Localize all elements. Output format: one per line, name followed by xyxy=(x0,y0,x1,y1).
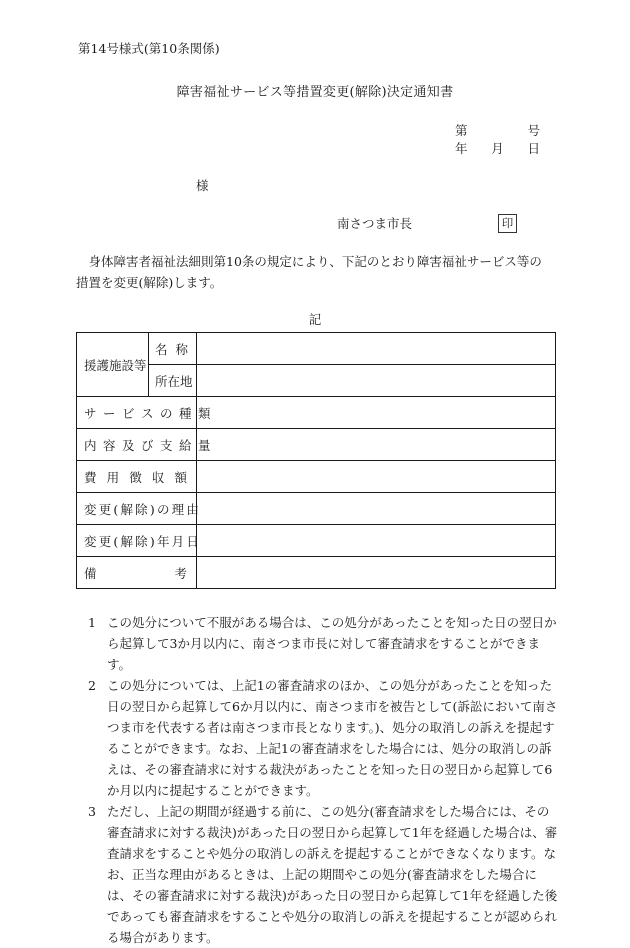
name-label xyxy=(149,333,197,365)
cost-label-char-3: 徴 xyxy=(129,469,142,485)
date-day: 日 xyxy=(527,141,540,156)
table-row xyxy=(77,429,556,461)
change-reason-label: 変更(解除)の理由 xyxy=(77,493,197,525)
remarks-value[interactable] xyxy=(197,557,556,589)
document-title: 障害福祉サービス等措置変更(解除)決定通知書 xyxy=(176,85,454,100)
location-value[interactable] xyxy=(197,365,556,397)
note-text: ただし、上記の期間が経過する前に、この処分(審査請求をした場合には、その審査請求に対する裁決)があった日の翌日から起算して1年を経過した場合は、審査請求をすることや処分の取消しの訴えを提起することができなくなります。なお、正当な理由があるときは、上記の期間やこの処分(審査請求をした場合には、その審査請求に対する裁決)があった日の翌日から起算して1年を経過した後であっても審査請求をすることや処分の取消しの訴えを提起することが認められる場合があります。 xyxy=(107,804,558,945)
seal-mark: 印 xyxy=(498,214,517,233)
facility-name-value[interactable] xyxy=(197,333,556,365)
note-text: この処分については、上記1の審査請求のほか、この処分があったことを知った日の翌日から起算して6か月以内に、南さつま市を被告として(訴訟において南さつま市を代表する者は南さつま市長となります。)、処分の取消しの訴えを提起することができます。なお、上記1の審査請求をした場合には、処分の取消しの訴えは、その審査請求に対する裁決があったことを知った日の翌日から起算して6か月以内に提起することができます。 xyxy=(107,678,558,798)
note-item xyxy=(88,612,558,675)
content-amount-label: 内容及び支給量 xyxy=(77,429,197,461)
name-label-char-1: 名 xyxy=(155,341,168,357)
note-number: 3 xyxy=(88,804,96,819)
note-text: この処分について不服がある場合は、この処分があったことを知った日の翌日から起算して3か月以内に、南さつま市長に対して審査請求をすることができます。 xyxy=(107,615,557,672)
remarks-label xyxy=(77,557,197,589)
content-amount-value[interactable] xyxy=(197,429,556,461)
table-row xyxy=(77,397,556,429)
ki-heading: 記 xyxy=(308,312,322,327)
number-suffix: 号 xyxy=(527,123,540,138)
number-prefix: 第 xyxy=(455,123,468,138)
change-date-value[interactable] xyxy=(197,525,556,557)
note-item xyxy=(88,801,558,948)
date-month: 月 xyxy=(491,141,504,156)
cost-value[interactable] xyxy=(197,461,556,493)
facility-label: 援護施設等 xyxy=(77,333,149,397)
location-label: 所在地 xyxy=(149,365,197,397)
form-number: 第14号様式(第10条関係) xyxy=(78,41,220,56)
cost-label xyxy=(77,461,197,493)
name-label-char-2: 称 xyxy=(175,341,188,357)
table-row xyxy=(77,365,556,397)
change-date-label: 変更(解除)年月日 xyxy=(77,525,197,557)
cost-label-char-5: 額 xyxy=(174,469,187,485)
table-row xyxy=(77,493,556,525)
notes-list xyxy=(88,612,558,948)
cost-label-char-2: 用 xyxy=(106,469,120,485)
table-row xyxy=(77,557,556,589)
addressee-suffix: 様 xyxy=(196,178,209,193)
issuer-name: 南さつま市長 xyxy=(337,216,413,231)
date-year: 年 xyxy=(455,141,468,156)
table-row xyxy=(77,461,556,493)
document-number-line xyxy=(455,125,540,138)
note-item xyxy=(88,675,558,801)
table-row xyxy=(77,333,556,365)
change-reason-value[interactable] xyxy=(197,493,556,525)
note-number: 1 xyxy=(88,615,96,630)
remarks-label-char-2: 考 xyxy=(174,565,187,581)
cost-label-char-1: 費 xyxy=(84,469,97,485)
table-row xyxy=(77,525,556,557)
main-text: 身体障害者福祉法細則第10条の規定により、下記のとおり障害福祉サービス等の措置を変更(解除)します。 xyxy=(76,254,542,290)
detail-table xyxy=(76,332,556,589)
date-line xyxy=(455,143,540,156)
service-type-label: サービスの種類 xyxy=(77,397,197,429)
cost-label-char-4: 収 xyxy=(151,469,165,485)
remarks-label-char-1: 備 xyxy=(84,565,97,581)
service-type-value[interactable] xyxy=(197,397,556,429)
note-number: 2 xyxy=(88,678,96,693)
